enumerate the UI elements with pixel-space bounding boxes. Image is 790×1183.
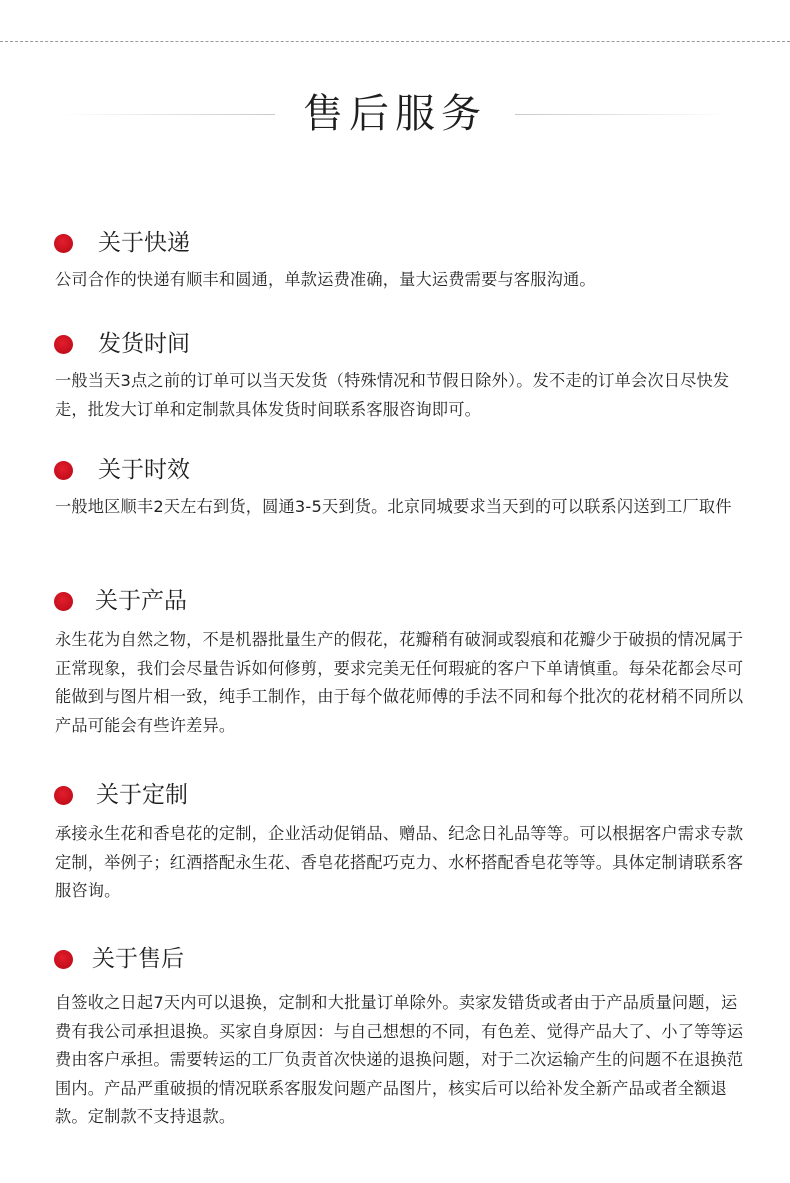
- section-heading-row: [0, 226, 400, 260]
- top-dashed-divider: [0, 41, 790, 42]
- section-body: 承接永生花和香皂花的定制，企业活动促销品、赠品、纪念日礼品等等。可以根据客户需求专款定制，举例子；红酒搭配永生花、香皂花搭配巧克力、水杯搭配香皂花等等。具体定制请联系客服咨询。: [55, 824, 744, 900]
- red-dot-icon: [54, 461, 73, 480]
- red-dot-icon: [54, 234, 73, 253]
- section-body: 自签收之日起7天内可以退换，定制和大批量订单除外。卖家发错货或者由于产品质量问题，运费有我公司承担退换。买家自身原因：与自己想想的不同，有色差、觉得产品大了、小了等等运费由客户承担。需要转运的工厂负责首次快递的退换问题，对于二次运输产生的问题不在退换范围内。产品严重破损的情况联系客服发问题产品图片，核实后可以给补发全新产品或者全额退款。定制款不支持退款。: [55, 993, 744, 1126]
- page-title: 售后服务: [303, 91, 487, 137]
- section-heading: 关于定制: [96, 782, 188, 808]
- red-dot-icon: [54, 786, 73, 805]
- section-body: 永生花为自然之物，不是机器批量生产的假花，花瓣稍有破洞或裂痕和花瓣少于破损的情况属于正常现象，我们会尽量告诉如何修剪，要求完美无任何瑕疵的客户下单请慎重。每朵花都会尽可能做到与图片相一致，纯手工制作，由于每个做花师傅的手法不同和每个批次的花材稍不同所以产品可能会有些许差异。: [55, 630, 744, 735]
- section-body: 一般地区顺丰2天左右到货，圆通3-5天到货。北京同城要求当天到的可以联系闪送到工厂取件: [55, 497, 732, 516]
- title-banner: [0, 82, 790, 152]
- section-heading-row: [0, 778, 400, 812]
- section-heading-row: [0, 584, 400, 618]
- section-heading: 发货时间: [98, 331, 190, 357]
- section-heading: 关于售后: [92, 946, 184, 972]
- title-rule-right: [515, 114, 730, 115]
- red-dot-icon: [54, 335, 73, 354]
- section-body: 一般当天3点之前的订单可以当天发货（特殊情况和节假日除外）。发不走的订单会次日尽快发走，批发大订单和定制款具体发货时间联系客服咨询即可。: [55, 371, 730, 419]
- red-dot-icon: [54, 592, 73, 611]
- red-dot-icon: [54, 950, 73, 969]
- section-heading-row: [0, 453, 400, 487]
- section-body: 公司合作的快递有顺丰和圆通，单款运费准确，量大运费需要与客服沟通。: [55, 270, 596, 289]
- section-heading: 关于时效: [98, 457, 190, 483]
- section-heading: 关于快递: [98, 230, 190, 256]
- section-heading: 关于产品: [95, 588, 187, 614]
- section-heading-row: [0, 942, 400, 976]
- section-heading-row: [0, 327, 400, 361]
